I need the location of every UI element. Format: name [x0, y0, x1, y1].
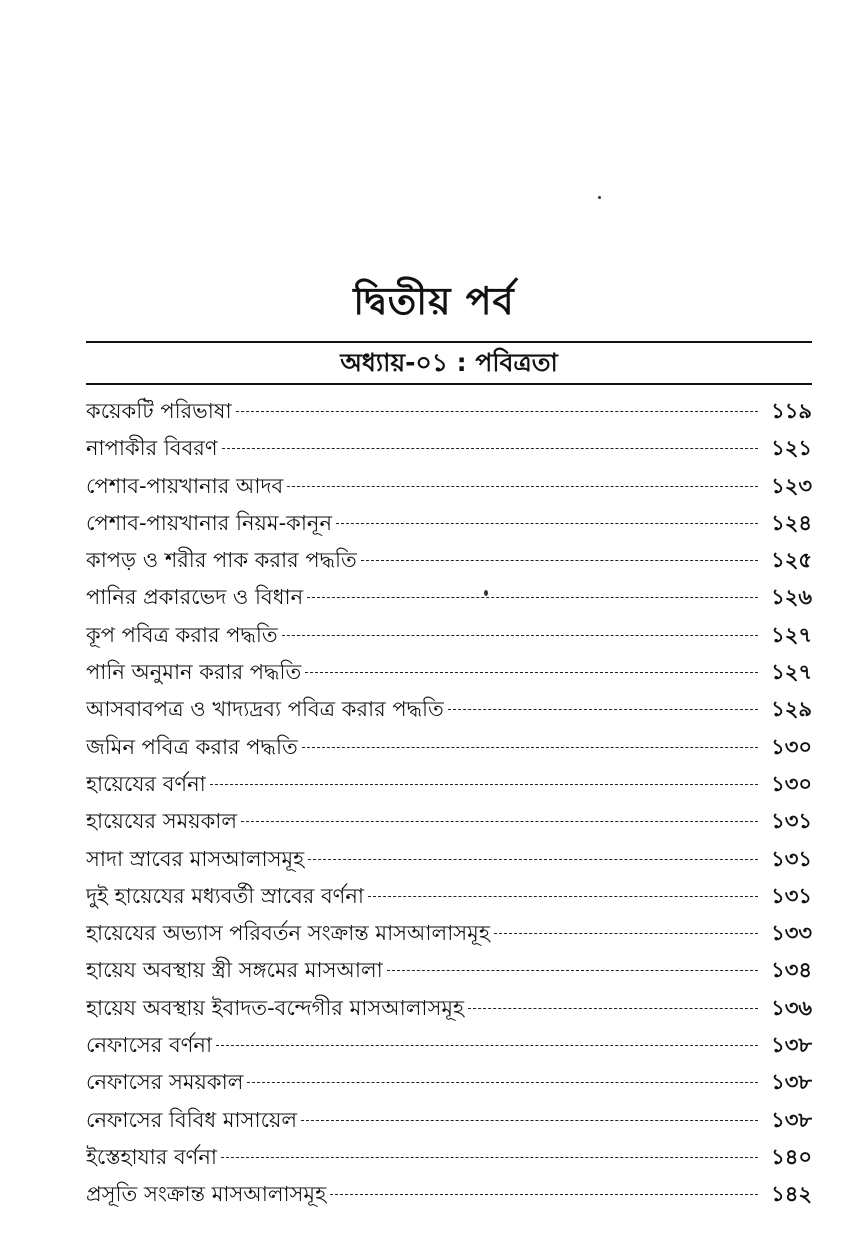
toc-entry	[86, 1104, 812, 1141]
toc-entry	[86, 693, 812, 730]
dot-leader	[468, 1008, 758, 1009]
dot-leader	[330, 1194, 758, 1195]
toc-entry-page-number: ১২৩	[771, 473, 812, 498]
toc-entry-page-number: ১৩০	[771, 734, 812, 759]
dot-leader	[247, 1082, 758, 1083]
toc-entry	[86, 432, 812, 469]
toc-entry	[86, 731, 812, 768]
toc-entry-title: পেশাব-পায়খানার আদব	[86, 473, 284, 498]
part-title: দ্বিতীয় পর্ব	[353, 279, 515, 323]
toc-entry-title: কয়েকটি পরিভাষা	[86, 399, 232, 423]
toc-entry	[86, 880, 812, 917]
chapter-rule-bottom	[86, 383, 812, 385]
toc-entry-page-number: ১৪২	[771, 1182, 812, 1207]
toc-entry	[86, 656, 812, 693]
dot-leader	[336, 523, 758, 524]
print-speck	[598, 196, 601, 199]
dot-leader	[222, 448, 758, 449]
toc-entry-page-number: ১২৬	[771, 585, 812, 610]
toc-entry-page-number: ১২৪	[771, 510, 812, 535]
toc-entry	[86, 917, 812, 954]
toc-entry-title: নেফাসের বিবিধ মাসায়েল	[86, 1107, 298, 1132]
toc-entry-title: হায়েযের বর্ণনা	[86, 771, 206, 796]
toc-entry-page-number: ১৩০	[771, 771, 812, 796]
toc-entry-title: দুই হায়েযের মধ্যবর্তী স্রাবের বর্ণনা	[86, 883, 364, 908]
toc-entry-title: হায়েযের সময়কাল	[86, 809, 238, 834]
dot-leader	[302, 747, 758, 748]
toc-entry-title: কাপড় ও শরীর পাক করার পদ্ধতি	[86, 548, 357, 573]
table-of-contents	[86, 395, 812, 1216]
toc-entry-page-number: ১১৯	[771, 399, 812, 423]
dot-leader	[287, 486, 758, 487]
toc-entry-title: হায়েয অবস্থায় ইবাদত-বন্দেগীর মাসআলাসমূহ	[86, 995, 465, 1020]
dot-leader	[301, 1120, 758, 1121]
toc-entry	[86, 1141, 812, 1178]
toc-entry	[86, 992, 812, 1029]
dot-leader	[305, 672, 758, 673]
toc-entry-title: নেফাসের বর্ণনা	[86, 1033, 213, 1058]
toc-entry-title: কূপ পবিত্র করার পদ্ধতি	[86, 622, 278, 647]
dot-leader	[236, 411, 758, 412]
dot-leader	[368, 896, 758, 897]
dot-leader	[221, 1157, 758, 1158]
toc-entry-page-number: ১৩৮	[771, 1033, 812, 1058]
toc-entry-page-number: ১২৫	[771, 548, 812, 573]
toc-entry-title: হায়েযের অভ্যাস পরিবর্তন সংক্রান্ত মাসআলাসমূহ	[86, 921, 490, 946]
toc-entry	[86, 395, 812, 432]
toc-entry	[86, 470, 812, 507]
toc-entry-page-number: ১৩৮	[771, 1107, 812, 1132]
toc-entry	[86, 544, 812, 581]
chapter-title: অধ্যায়-০১ : পবিত্রতা	[340, 348, 558, 377]
dot-leader	[308, 859, 758, 860]
toc-entry	[86, 805, 812, 842]
toc-entry-title: পেশাব-পায়খানার নিয়ম-কানূন	[86, 510, 333, 535]
toc-entry-page-number: ১২১	[771, 436, 812, 461]
toc-entry-title: ইস্তেহাযার বর্ণনা	[86, 1144, 218, 1169]
toc-entry	[86, 1178, 812, 1215]
toc-entry-title: পানি অনুমান করার পদ্ধতি	[86, 660, 302, 685]
toc-entry-page-number: ১৩৪	[771, 958, 812, 983]
dot-leader	[494, 933, 758, 934]
toc-entry-title: প্রসূতি সংক্রান্ত মাসআলাসমূহ	[86, 1182, 327, 1207]
toc-entry-page-number: ১৩১	[771, 809, 812, 834]
dot-leader	[241, 821, 758, 822]
toc-entry-title: সাদা স্রাবের মাসআলাসমূহ	[86, 846, 305, 871]
toc-entry-page-number: ১৩৬	[771, 995, 812, 1020]
toc-entry-title: হায়েয অবস্থায় স্ত্রী সঙ্গমের মাসআলা	[86, 958, 383, 983]
dot-leader	[216, 1045, 758, 1046]
chapter-rule-top	[86, 341, 812, 343]
toc-entry	[86, 954, 812, 991]
toc-entry-page-number: ১৩৮	[771, 1070, 812, 1095]
dot-leader	[448, 709, 758, 710]
toc-entry-page-number: ১৩১	[771, 846, 812, 871]
toc-entry-page-number: ১৪০	[771, 1144, 812, 1169]
toc-entry-page-number: ১২৯	[771, 697, 812, 722]
toc-entry-page-number: ১২৭	[771, 660, 812, 685]
toc-entry	[86, 619, 812, 656]
toc-entry-title: নাপাকীর বিবরণ	[86, 436, 218, 461]
toc-entry-title: জমিন পবিত্র করার পদ্ধতি	[86, 734, 298, 759]
toc-entry	[86, 581, 812, 618]
toc-entry	[86, 507, 812, 544]
toc-entry-page-number: ১২৭	[771, 622, 812, 647]
toc-entry-title: নেফাসের সময়কাল	[86, 1070, 244, 1095]
toc-entry	[86, 768, 812, 805]
toc-entry	[86, 1029, 812, 1066]
dot-leader	[307, 597, 758, 598]
dot-leader	[361, 560, 758, 561]
toc-entry-title: আসবাবপত্র ও খাদ্যদ্রব্য পবিত্র করার পদ্ধতি	[86, 697, 444, 722]
toc-entry-page-number: ১৩১	[771, 883, 812, 908]
toc-entry-title: পানির প্রকারভেদ ও বিধান	[86, 585, 304, 610]
toc-entry-page-number: ১৩৩	[771, 921, 812, 946]
dot-leader	[282, 635, 758, 636]
toc-entry	[86, 843, 812, 880]
dot-leader	[210, 784, 758, 785]
toc-entry	[86, 1066, 812, 1103]
dot-leader	[387, 970, 758, 971]
